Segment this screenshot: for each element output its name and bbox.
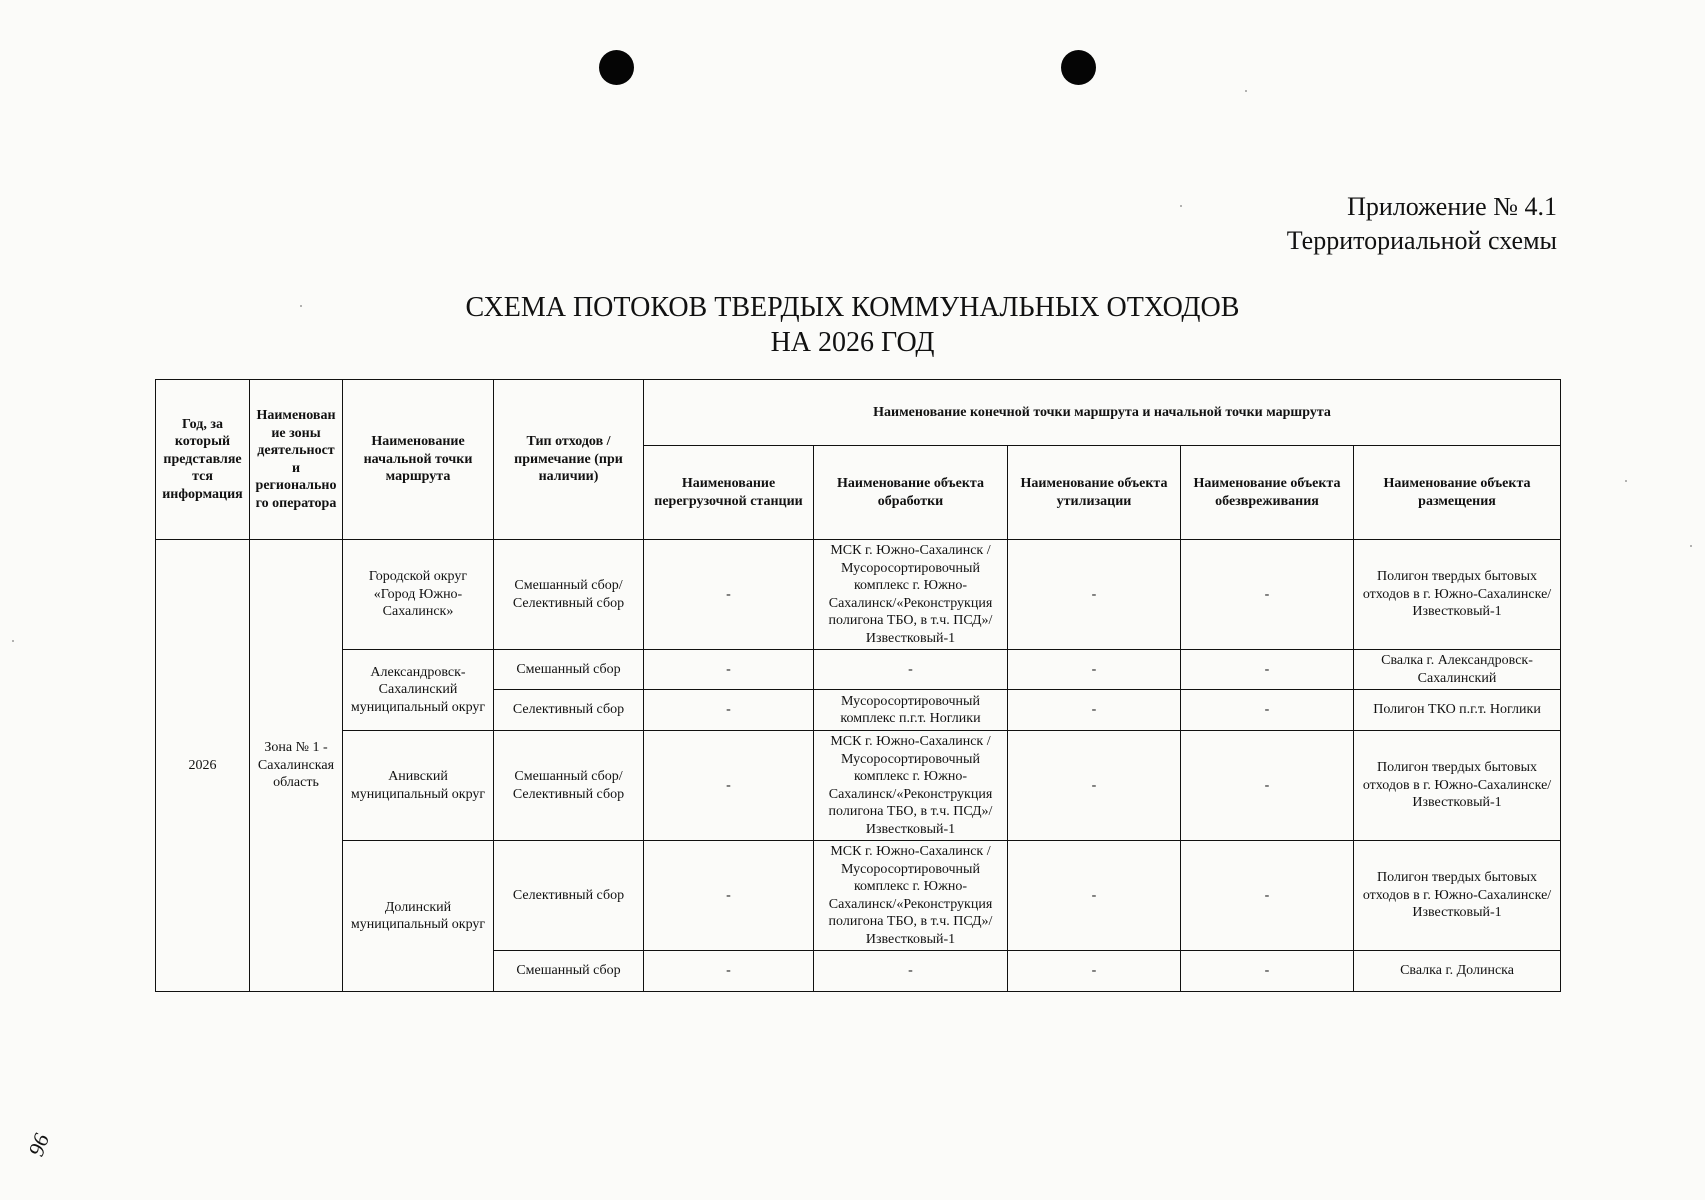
cell-processing: МСК г. Южно-Сахалинск / Мусоросортировочный комплекс г. Южно-Сахалинск/«Реконструкция полигона ТБО, в т.ч. ПСД»/Известковый-1 bbox=[814, 540, 1008, 650]
title-line-1: СХЕМА ПОТОКОВ ТВЕРДЫХ КОММУНАЛЬНЫХ ОТХОДОВ bbox=[465, 292, 1240, 323]
header-year: Год, за который представляется информация bbox=[156, 380, 250, 540]
header-placement: Наименование объекта размещения bbox=[1354, 446, 1561, 540]
cell-utilization: - bbox=[1008, 841, 1181, 951]
cell-processing: МСК г. Южно-Сахалинск / Мусоросортировочный комплекс г. Южно-Сахалинск/«Реконструкция полигона ТБО, в т.ч. ПСД»/Известковый-1 bbox=[814, 731, 1008, 841]
waste-flow-table bbox=[155, 379, 1561, 992]
cell-start-point: Александровск-Сахалинский муниципальный округ bbox=[343, 650, 494, 731]
header-utilization: Наименование объекта утилизации bbox=[1008, 446, 1181, 540]
cell-utilization: - bbox=[1008, 731, 1181, 841]
cell-processing: МСК г. Южно-Сахалинск / Мусоросортировочный комплекс г. Южно-Сахалинск/«Реконструкция полигона ТБО, в т.ч. ПСД»/Известковый-1 bbox=[814, 841, 1008, 951]
cell-waste-type: Смешанный сбор/ Селективный сбор bbox=[494, 540, 644, 650]
cell-start-point: Городской округ «Город Южно-Сахалинск» bbox=[343, 540, 494, 650]
handwritten-page-number: 96 bbox=[23, 1130, 55, 1160]
cell-waste-type: Селективный сбор bbox=[494, 690, 644, 731]
cell-start-point: Анивский муниципальный округ bbox=[343, 731, 494, 841]
punch-hole-right bbox=[1061, 50, 1096, 85]
cell-transfer-station: - bbox=[644, 690, 814, 731]
cell-neutralization: - bbox=[1181, 951, 1354, 992]
cell-zone: Зона № 1 - Сахалинская область bbox=[250, 540, 343, 992]
appendix-reference bbox=[1287, 190, 1557, 258]
scan-speck bbox=[1180, 205, 1182, 207]
cell-waste-type: Смешанный сбор bbox=[494, 951, 644, 992]
cell-neutralization: - bbox=[1181, 690, 1354, 731]
cell-transfer-station: - bbox=[644, 650, 814, 690]
cell-placement: Свалка г. Александровск-Сахалинский bbox=[1354, 650, 1561, 690]
table-row bbox=[156, 540, 1561, 650]
header-start-point: Наименование начальной точки маршрута bbox=[343, 380, 494, 540]
cell-placement: Полигон твердых бытовых отходов в г. Южно-Сахалинске/Известковый-1 bbox=[1354, 841, 1561, 951]
cell-utilization: - bbox=[1008, 650, 1181, 690]
scan-speck bbox=[1245, 90, 1247, 92]
header-waste-type: Тип отходов / примечание (при наличии) bbox=[494, 380, 644, 540]
cell-placement: Полигон твердых бытовых отходов в г. Южно-Сахалинске/Известковый-1 bbox=[1354, 731, 1561, 841]
cell-utilization: - bbox=[1008, 540, 1181, 650]
header-neutralization: Наименование объекта обезвреживания bbox=[1181, 446, 1354, 540]
table-row bbox=[156, 841, 1561, 951]
cell-placement: Свалка г. Долинска bbox=[1354, 951, 1561, 992]
cell-placement: Полигон твердых бытовых отходов в г. Южно-Сахалинске/Известковый-1 bbox=[1354, 540, 1561, 650]
cell-utilization: - bbox=[1008, 690, 1181, 731]
appendix-scheme-name: Территориальной схемы bbox=[1286, 226, 1557, 255]
cell-start-point: Долинский муниципальный округ bbox=[343, 841, 494, 992]
header-route-group: Наименование конечной точки маршрута и начальной точки маршрута bbox=[644, 380, 1561, 446]
cell-processing: - bbox=[814, 951, 1008, 992]
scan-speck bbox=[1625, 480, 1627, 482]
cell-transfer-station: - bbox=[644, 540, 814, 650]
appendix-number: Приложение № 4.1 bbox=[1347, 192, 1557, 221]
header-zone: Наименование зоны деятельности регионального оператора bbox=[250, 380, 343, 540]
cell-processing: Мусоросортировочный комплекс п.г.т. Ноглики bbox=[814, 690, 1008, 731]
cell-waste-type: Смешанный сбор/ Селективный сбор bbox=[494, 731, 644, 841]
document-title bbox=[0, 290, 1705, 360]
cell-neutralization: - bbox=[1181, 731, 1354, 841]
header-processing: Наименование объекта обработки bbox=[814, 446, 1008, 540]
cell-neutralization: - bbox=[1181, 841, 1354, 951]
cell-utilization: - bbox=[1008, 951, 1181, 992]
cell-neutralization: - bbox=[1181, 540, 1354, 650]
cell-transfer-station: - bbox=[644, 731, 814, 841]
cell-transfer-station: - bbox=[644, 951, 814, 992]
cell-year: 2026 bbox=[156, 540, 250, 992]
cell-placement: Полигон ТКО п.г.т. Ноглики bbox=[1354, 690, 1561, 731]
title-line-2: НА 2026 ГОД bbox=[770, 327, 935, 358]
cell-processing: - bbox=[814, 650, 1008, 690]
cell-neutralization: - bbox=[1181, 650, 1354, 690]
cell-transfer-station: - bbox=[644, 841, 814, 951]
cell-waste-type: Смешанный сбор bbox=[494, 650, 644, 690]
header-transfer-station: Наименование перегрузочной станции bbox=[644, 446, 814, 540]
table-row bbox=[156, 731, 1561, 841]
header-row bbox=[156, 380, 1561, 446]
cell-waste-type: Селективный сбор bbox=[494, 841, 644, 951]
scan-speck bbox=[1690, 545, 1692, 547]
table-row bbox=[156, 650, 1561, 690]
scan-speck bbox=[12, 640, 14, 642]
punch-hole-left bbox=[599, 50, 634, 85]
